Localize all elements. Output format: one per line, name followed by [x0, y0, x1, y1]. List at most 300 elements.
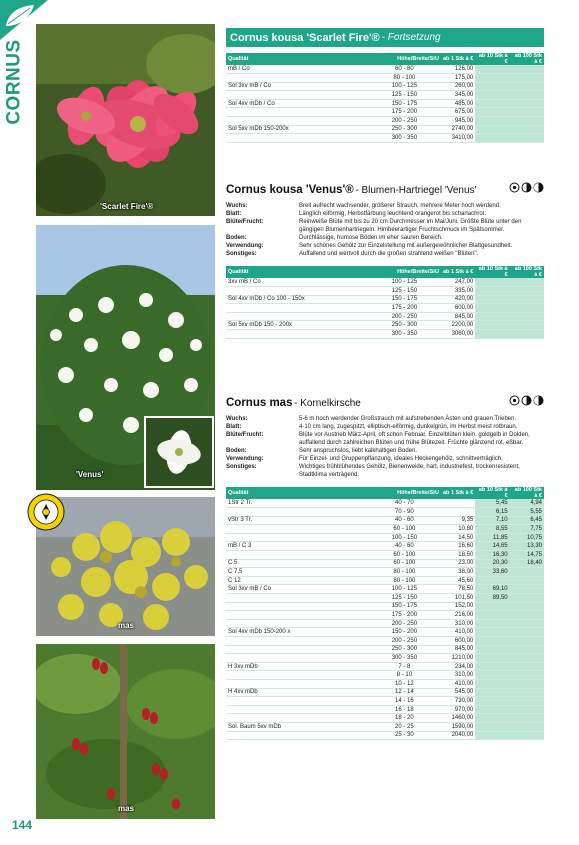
table-cell: [226, 679, 368, 688]
table-cell: [226, 304, 368, 313]
description-label: Blüte/Frucht:: [226, 219, 264, 225]
table-cell: 300 - 350: [368, 654, 441, 663]
table-cell: 80 - 100: [368, 576, 441, 585]
table-row: [226, 637, 544, 646]
table-cell: 200 - 250: [368, 312, 441, 321]
table-cell: [475, 722, 509, 731]
table-cell: [475, 134, 509, 143]
table-cell: 80 - 100: [368, 74, 441, 83]
table-cell: [475, 679, 509, 688]
table-cell: 11,85: [475, 533, 509, 542]
column-header: ab 1 Stk à €: [441, 53, 475, 65]
table-cell: [475, 330, 509, 339]
table-cell: 260,00: [441, 82, 475, 91]
table-cell: [475, 125, 509, 134]
table-row: [226, 576, 544, 585]
table-row: [226, 662, 544, 671]
table-cell: 40 - 60: [368, 516, 441, 525]
table-cell: [475, 662, 509, 671]
table-cell: 40 - 60: [368, 542, 441, 551]
table-cell: 14,50: [441, 533, 475, 542]
table-cell: 175,00: [441, 74, 475, 83]
table-cell: 2200,00: [441, 321, 475, 330]
table-row: [226, 602, 544, 611]
table-header-row: [226, 53, 544, 65]
table-row: [226, 330, 544, 339]
table-row: [226, 287, 544, 296]
table-cell: 100 - 125: [368, 278, 441, 287]
table-cell: [510, 91, 544, 100]
table-cell: [510, 65, 544, 74]
table-cell: [475, 304, 509, 313]
table-cell: 730,00: [441, 697, 475, 706]
table-cell: 38,00: [441, 568, 475, 577]
column-header: Höhe/Breite/StU: [368, 53, 441, 65]
description-row: [226, 210, 544, 218]
table-cell: 60 - 80: [368, 65, 441, 74]
table-cell: 310,00: [441, 619, 475, 628]
table-cell: 7,75: [510, 525, 544, 534]
table-cell: [510, 321, 544, 330]
description-row: [226, 463, 544, 479]
table-cell: 60 - 100: [368, 559, 441, 568]
description-value: Reinweiße Blüte mit bis zu 20 cm Durchmesser im Mai/Juni. Größte Blüte unter den gängigen Blumenhartriegeln. Himbeerartiger Fruchtschmuck im Spätsommer.: [299, 219, 522, 233]
table-cell: 12 - 14: [368, 688, 441, 697]
table-row: [226, 516, 544, 525]
description-label: Boden:: [226, 235, 247, 241]
table-cell: 600,00: [441, 637, 475, 646]
column-header: ab 10 Stk à €: [475, 487, 509, 499]
table-row: [226, 645, 544, 654]
table-cell: [226, 654, 368, 663]
section-title: Cornus mas: [226, 397, 293, 409]
table-cell: 8,55: [475, 525, 509, 534]
shade-icon: [533, 395, 544, 406]
table-cell: 6,45: [510, 516, 544, 525]
description-label: Boden:: [226, 448, 247, 454]
table-cell: [510, 568, 544, 577]
table-cell: 7,10: [475, 516, 509, 525]
partial-shade-icon: [521, 395, 532, 406]
table-cell: 200 - 250: [368, 637, 441, 646]
table-cell: [226, 134, 368, 143]
table-cell: [475, 295, 509, 304]
table-cell: 5,55: [510, 508, 544, 517]
description-row: [226, 447, 544, 455]
description-label: Sonstiges:: [226, 251, 257, 257]
table-row: [226, 74, 544, 83]
table-cell: [441, 508, 475, 517]
table-cell: [510, 278, 544, 287]
column-header: Qualität: [226, 53, 368, 65]
table-cell: [226, 705, 368, 714]
table-cell: C 7,5: [226, 568, 368, 577]
table-cell: [510, 602, 544, 611]
table-cell: 150 - 175: [368, 602, 441, 611]
table-cell: 3060,00: [441, 330, 475, 339]
table-cell: H 3xv mDb: [226, 662, 368, 671]
table-row: [226, 551, 544, 560]
table-cell: [226, 508, 368, 517]
table-row: [226, 714, 544, 723]
table-cell: [510, 679, 544, 688]
description-row: [226, 250, 544, 258]
description-row: [226, 431, 544, 447]
table-cell: [475, 671, 509, 680]
table-cell: Sol 3xv mB / Co: [226, 585, 368, 594]
table-cell: 485,00: [441, 99, 475, 108]
table-cell: [475, 278, 509, 287]
table-cell: 675,00: [441, 108, 475, 117]
table-cell: 175 - 200: [368, 304, 441, 313]
description-list: [226, 415, 544, 479]
table-cell: 2740,00: [441, 125, 475, 134]
table-cell: [510, 585, 544, 594]
table-cell: 4,94: [510, 499, 544, 508]
description-label: Blatt:: [226, 424, 242, 430]
table-cell: [226, 671, 368, 680]
table-cell: 420,00: [441, 295, 475, 304]
table-cell: 345,00: [441, 91, 475, 100]
table-row: [226, 304, 544, 313]
table-cell: [510, 125, 544, 134]
table-row: [226, 619, 544, 628]
table-cell: 9,35: [441, 516, 475, 525]
table-cell: mB / Co: [226, 65, 368, 74]
table-row: [226, 585, 544, 594]
table-cell: 175 - 200: [368, 108, 441, 117]
description-value: Auffallend und wertvoll durch die großen strahlend weißen "Blüten".: [299, 251, 479, 257]
section-heading: [226, 395, 544, 413]
table-cell: 16,30: [475, 551, 509, 560]
table-cell: [510, 637, 544, 646]
table-cell: 6,15: [475, 508, 509, 517]
description-row: [226, 423, 544, 431]
table-row: [226, 295, 544, 304]
table-row: [226, 321, 544, 330]
table-cell: [475, 637, 509, 646]
table-cell: 13,30: [510, 542, 544, 551]
table-cell: [226, 533, 368, 542]
price-table: [226, 487, 544, 740]
table-cell: 125 - 150: [368, 91, 441, 100]
table-cell: 150 - 200: [368, 628, 441, 637]
price-table: [226, 53, 544, 143]
table-cell: 18,40: [510, 559, 544, 568]
table-cell: 23,00: [441, 559, 475, 568]
table-cell: [510, 287, 544, 296]
table-row: [226, 697, 544, 706]
table-cell: [226, 330, 368, 339]
table-cell: [475, 91, 509, 100]
banner-subtitle: - Fortsetzung: [381, 32, 441, 43]
table-cell: 5,45: [475, 499, 509, 508]
table-cell: [510, 662, 544, 671]
section-venus: [226, 182, 544, 339]
table-cell: [510, 714, 544, 723]
table-cell: C 5: [226, 559, 368, 568]
table-cell: 60 - 100: [368, 551, 441, 560]
table-cell: [226, 525, 368, 534]
table-row: [226, 731, 544, 740]
table-cell: [226, 91, 368, 100]
table-cell: 600,00: [441, 304, 475, 313]
sun-icon: [509, 395, 520, 406]
table-cell: 100 - 125: [368, 585, 441, 594]
table-row: [226, 65, 544, 74]
table-cell: 1Str 2 Tr.: [226, 499, 368, 508]
table-cell: 2040,00: [441, 731, 475, 740]
table-cell: [510, 722, 544, 731]
photo-scarlet-fire: [36, 24, 215, 216]
table-row: [226, 99, 544, 108]
table-cell: [510, 117, 544, 126]
photo-caption: mas: [118, 621, 135, 630]
table-cell: [475, 287, 509, 296]
table-header-row: [226, 487, 544, 499]
table-row: [226, 533, 544, 542]
table-cell: [475, 611, 509, 620]
table-cell: [226, 697, 368, 706]
table-cell: [475, 602, 509, 611]
table-row: [226, 705, 544, 714]
table-cell: [226, 731, 368, 740]
column-header: ab 1 Stk à €: [441, 266, 475, 278]
table-row: [226, 82, 544, 91]
table-cell: 150 - 175: [368, 99, 441, 108]
table-cell: 126,00: [441, 65, 475, 74]
table-cell: [475, 731, 509, 740]
description-row: [226, 455, 544, 463]
table-row: [226, 722, 544, 731]
table-cell: [510, 304, 544, 313]
table-row: [226, 499, 544, 508]
table-row: [226, 91, 544, 100]
table-cell: 200 - 250: [368, 619, 441, 628]
description-value: Für Einzel- und Gruppenpflanzung, ideales Heckengehölz, schnittverträglich.: [299, 456, 503, 462]
table-cell: 545,00: [441, 688, 475, 697]
table-cell: [510, 330, 544, 339]
column-header: Qualität: [226, 487, 368, 499]
table-cell: [510, 628, 544, 637]
description-value: Durchlässige, humose Böden im eher sauren Bereich.: [299, 235, 443, 241]
table-cell: Sol 4xv mDb 150-200 x: [226, 628, 368, 637]
shade-icon: [533, 182, 544, 193]
table-cell: [510, 82, 544, 91]
table-cell: Sol 3xv mB / Co: [226, 82, 368, 91]
table-cell: 10,80: [441, 525, 475, 534]
table-cell: Sol 4xv mDb / Co: [226, 99, 368, 108]
table-cell: [475, 99, 509, 108]
table-cell: 216,00: [441, 611, 475, 620]
section-subtitle: - Blumen-Hartriegel 'Venus': [355, 185, 477, 196]
table-cell: 300 - 350: [368, 330, 441, 339]
table-cell: 16,60: [441, 542, 475, 551]
description-label: Wuchs:: [226, 416, 248, 422]
table-cell: Sol. Baum 5xv mDb: [226, 722, 368, 731]
column-header: Höhe/Breite/StU: [368, 266, 441, 278]
light-requirements: [509, 395, 544, 406]
table-cell: [226, 611, 368, 620]
table-row: [226, 628, 544, 637]
column-header: ab 100 Stk à €: [510, 53, 544, 65]
description-value: Breit aufrecht wachsender, größerer Strauch, mehrere Meter hoch werdend.: [299, 203, 501, 209]
description-row: [226, 234, 544, 242]
section-subtitle: - Kornelkirsche: [294, 398, 361, 409]
table-cell: 175 - 200: [368, 611, 441, 620]
description-label: Blatt:: [226, 211, 242, 217]
table-cell: [475, 74, 509, 83]
section-mas: [226, 395, 544, 740]
table-cell: 18,50: [441, 551, 475, 560]
table-cell: Sol 4xv mDb / Co 100 - 150x: [226, 295, 368, 304]
table-cell: 70 - 90: [368, 508, 441, 517]
banner-title: Cornus kousa 'Scarlet Fire'®: [230, 31, 380, 44]
table-row: [226, 679, 544, 688]
description-label: Sonstiges:: [226, 464, 257, 470]
table-cell: [226, 117, 368, 126]
table-row: [226, 134, 544, 143]
description-value: Blüte vor Austrieb März-April, oft schon Februar, Einzelblüten klein, goldgelb in Dolden, auffallend durch zahlreichen Blüten und frühe Blütezeit. Früchte glänzend rot, eßbar.: [299, 432, 530, 446]
table-cell: 40 - 70: [368, 499, 441, 508]
table-cell: 1460,00: [441, 714, 475, 723]
table-cell: 1210,00: [441, 654, 475, 663]
table-cell: 1590,00: [441, 722, 475, 731]
table-cell: [475, 312, 509, 321]
table-cell: 150 - 175: [368, 295, 441, 304]
table-cell: [510, 731, 544, 740]
table-cell: [226, 287, 368, 296]
table-row: [226, 688, 544, 697]
description-value: Sehr anspruchslos, liebt kalkhaltigen Boden.: [299, 448, 418, 454]
table-cell: [475, 108, 509, 117]
price-table: [226, 266, 544, 339]
description-value: 4-10 cm lang, zugespitzt, elliptisch-eiförmig, dunkelgrün, im Herbst meist rotbraun.: [299, 424, 518, 430]
table-cell: 310,00: [441, 671, 475, 680]
table-cell: [510, 576, 544, 585]
table-cell: 335,00: [441, 287, 475, 296]
table-cell: [510, 594, 544, 603]
description-row: [226, 242, 544, 250]
table-cell: H 4xv mDb: [226, 688, 368, 697]
table-row: [226, 508, 544, 517]
table-cell: [226, 551, 368, 560]
table-cell: [475, 576, 509, 585]
table-cell: 45,60: [441, 576, 475, 585]
section-scarlet-fire: [226, 28, 544, 143]
table-cell: 945,00: [441, 117, 475, 126]
table-cell: [475, 654, 509, 663]
table-cell: Sol 5xv mDb 150-200x: [226, 125, 368, 134]
table-row: [226, 312, 544, 321]
table-cell: 234,00: [441, 662, 475, 671]
table-cell: 16 - 18: [368, 705, 441, 714]
sun-icon: [509, 182, 520, 193]
table-cell: C 12: [226, 576, 368, 585]
table-cell: [510, 611, 544, 620]
table-cell: 970,00: [441, 705, 475, 714]
table-cell: [510, 688, 544, 697]
table-cell: [475, 705, 509, 714]
description-row: [226, 415, 544, 423]
table-cell: 845,00: [441, 645, 475, 654]
description-row: [226, 202, 544, 210]
table-cell: 89,50: [475, 594, 509, 603]
table-cell: [510, 697, 544, 706]
table-cell: 18 - 20: [368, 714, 441, 723]
description-value: 5-6 m hoch werdender Großstrauch mit aufstrebenden Ästen und grauen Trieben.: [299, 416, 517, 422]
table-cell: 845,00: [441, 312, 475, 321]
column-header: ab 10 Stk à €: [475, 266, 509, 278]
photo-caption: mas: [118, 804, 135, 813]
table-row: [226, 594, 544, 603]
table-row: [226, 559, 544, 568]
table-cell: 60 - 100: [368, 525, 441, 534]
column-header: ab 10 Stk à €: [475, 53, 509, 65]
column-header: ab 100 Stk à €: [510, 266, 544, 278]
table-cell: 250 - 300: [368, 125, 441, 134]
table-cell: vStr 3 Tr.: [226, 516, 368, 525]
column-header: ab 1 Stk à €: [441, 487, 475, 499]
table-cell: 250 - 300: [368, 645, 441, 654]
table-cell: [510, 705, 544, 714]
table-cell: 20 - 25: [368, 722, 441, 731]
table-cell: 152,00: [441, 602, 475, 611]
table-row: [226, 278, 544, 287]
table-cell: [226, 108, 368, 117]
table-cell: [510, 99, 544, 108]
description-label: Verwendung:: [226, 456, 264, 462]
table-cell: [226, 637, 368, 646]
table-cell: 14,65: [475, 542, 509, 551]
description-label: Verwendung:: [226, 243, 264, 249]
table-cell: 410,00: [441, 628, 475, 637]
table-cell: 3410,00: [441, 134, 475, 143]
light-requirements: [509, 182, 544, 193]
description-value: Wichtiges frühblühendes Gehölz, Bienenweide, hart, industriefest, trockenresistent, Stadtklima verträgend.: [299, 464, 520, 478]
table-cell: [510, 295, 544, 304]
table-cell: 100 - 125: [368, 82, 441, 91]
table-cell: 247,00: [441, 278, 475, 287]
table-cell: 300 - 350: [368, 134, 441, 143]
description-label: Blüte/Frucht:: [226, 432, 264, 438]
table-cell: 410,00: [441, 679, 475, 688]
table-cell: [226, 74, 368, 83]
table-cell: [226, 619, 368, 628]
table-cell: 8 - 10: [368, 671, 441, 680]
side-title: CORNUS: [4, 39, 25, 125]
description-value: Sehr schönes Gehölz zur Einzelstellung mit außergewöhnlicher Blattgesundheit.: [299, 243, 513, 249]
table-cell: [510, 74, 544, 83]
table-cell: [475, 688, 509, 697]
table-cell: 20,30: [475, 559, 509, 568]
table-cell: 14 - 16: [368, 697, 441, 706]
table-cell: [510, 671, 544, 680]
description-row: [226, 218, 544, 234]
table-cell: 78,50: [441, 585, 475, 594]
table-cell: [226, 594, 368, 603]
table-cell: [510, 619, 544, 628]
photo-venus: [36, 225, 215, 490]
partial-shade-icon: [521, 182, 532, 193]
table-cell: [510, 654, 544, 663]
table-row: [226, 125, 544, 134]
description-list: [226, 202, 544, 258]
table-cell: 3xv mB / Co: [226, 278, 368, 287]
table-cell: [510, 108, 544, 117]
table-cell: [510, 645, 544, 654]
table-cell: 33,60: [475, 568, 509, 577]
